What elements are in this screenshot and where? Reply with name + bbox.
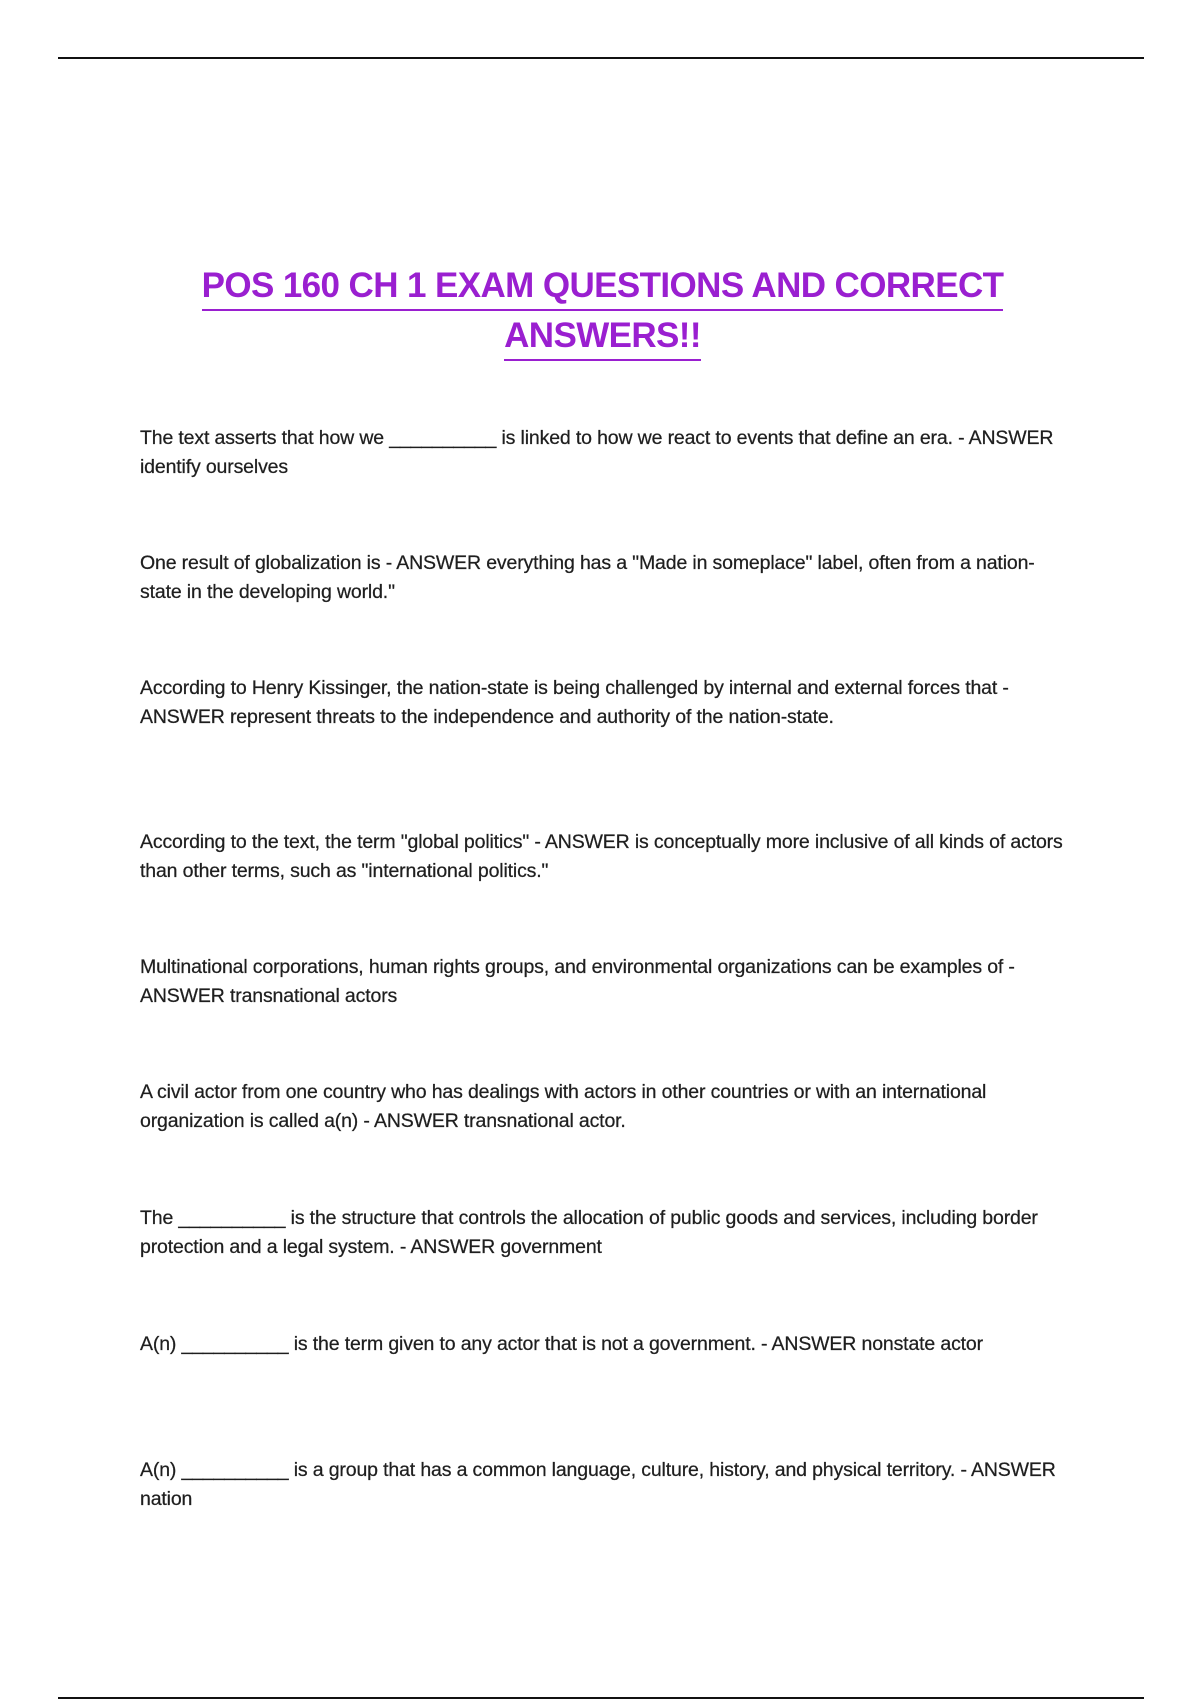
qa-item: Multinational corporations, human rights groups, and environmental organizations can be examples of - ANSWER transnational actors [140,956,1015,1007]
qa-item: A civil actor from one country who has dealings with actors in other countries or with an international organization is called a(n) - ANSWER transnational actor. [140,1081,987,1132]
qa-item: A(n) __________ is a group that has a common language, culture, history, and physical territory. - ANSWER nation [140,1459,1056,1510]
title-line-2: ANSWERS!! [504,313,701,361]
title-line-1: POS 160 CH 1 EXAM QUESTIONS AND CORRECT [202,263,1004,311]
qa-item: The __________ is the structure that controls the allocation of public goods and services, including border protection and a legal system. - ANSWER government [140,1207,1038,1258]
qa-item: According to the text, the term "global politics" - ANSWER is conceptually more inclusive of all kinds of actors than other terms, such as "international politics." [140,831,1063,882]
qa-item: According to Henry Kissinger, the nation-state is being challenged by internal and external forces that - ANSWER represent threats to the independence and authority of the nation-state. [140,677,1009,728]
qa-item: The text asserts that how we __________ is linked to how we react to events that define an era. - ANSWER identify ourselves [140,427,1054,478]
document-title [130,263,1075,361]
qa-item: A(n) __________ is the term given to any actor that is not a government. - ANSWER nonstate actor [140,1333,983,1355]
qa-item: One result of globalization is - ANSWER everything has a "Made in someplace" label, often from a nation-state in the developing world." [140,552,1035,603]
bottom-rule [58,1697,1144,1699]
top-rule [58,57,1144,59]
